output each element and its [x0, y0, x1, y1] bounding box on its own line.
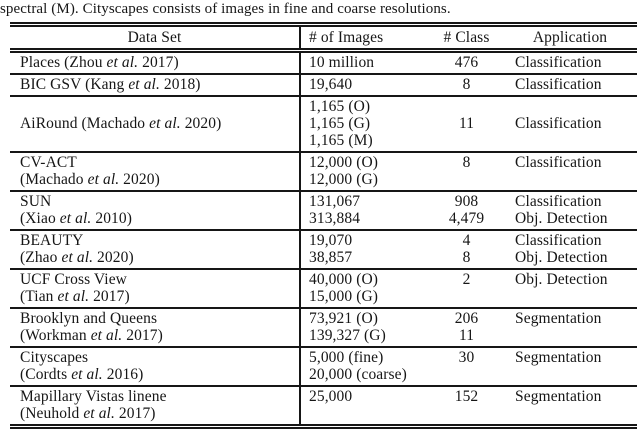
application-cell: Classification Obj. Detection	[515, 232, 608, 266]
class-count-cell: 206 11	[454, 310, 479, 344]
application-cell: Classification Obj. Detection	[515, 193, 608, 227]
table-row-places	[10, 51, 637, 75]
dataset-cell: CV-ACT (Machado et al. 2020)	[10, 152, 300, 191]
application-cell: Classification	[515, 154, 602, 171]
class-count-cell: 11	[458, 115, 475, 132]
dataset-cell: Cityscapes (Cordts et al. 2016)	[10, 347, 300, 386]
dataset-cell: Mapillary Vistas linene (Neuhold et al. 2017)	[10, 386, 300, 427]
application-cell: Segmentation	[515, 349, 602, 366]
images-cell: 5,000 (fine) 20,000 (coarse)	[309, 349, 407, 383]
class-count-cell: 30	[458, 349, 475, 366]
class-count-cell: 2	[462, 271, 471, 288]
images-cell: 40,000 (O) 15,000 (G)	[309, 271, 379, 305]
table-row-bic-gsv	[10, 74, 637, 96]
table-row-ucf-cross-view	[10, 269, 637, 308]
images-cell: 12,000 (O) 12,000 (G)	[309, 154, 379, 188]
application-cell: Segmentation	[515, 310, 602, 327]
dataset-cell: Places (Zhou et al. 2017)	[10, 51, 300, 75]
images-cell: 25,000	[309, 388, 353, 405]
col-header-num-images: # of Images	[300, 25, 430, 51]
col-header-num-class: # Class	[430, 25, 503, 51]
col-header-data-set: Data Set	[10, 25, 300, 51]
table-row-airound	[10, 96, 637, 152]
application-cell: Classification	[515, 115, 602, 132]
table-row-cityscapes	[10, 347, 637, 386]
header-row	[10, 25, 637, 51]
images-cell: 10 million	[309, 54, 375, 71]
table-row-mapillary-vistas	[10, 386, 637, 427]
table-caption: spectral (M). Cityscapes consists of images in fine and coarse resolutions.	[0, 1, 451, 17]
table-row-beauty	[10, 230, 637, 269]
dataset-cell: BIC GSV (Kang et al. 2018)	[10, 74, 300, 96]
datasets-table	[10, 22, 637, 429]
class-count-cell: 908 4,479	[448, 193, 485, 227]
images-cell: 19,070 38,857	[309, 232, 353, 266]
application-cell: Segmentation	[515, 388, 602, 405]
application-cell: Obj. Detection	[515, 271, 608, 288]
table-body	[10, 51, 637, 427]
dataset-cell: SUN (Xiao et al. 2010)	[10, 191, 300, 230]
table-row-cv-act	[10, 152, 637, 191]
class-count-cell: 476	[454, 54, 479, 71]
images-cell: 19,640	[309, 76, 353, 93]
dataset-cell: Brooklyn and Queens (Workman et al. 2017)	[10, 308, 300, 347]
application-cell: Classification	[515, 54, 602, 71]
images-cell: 1,165 (O) 1,165 (G) 1,165 (M)	[309, 98, 373, 149]
table-row-brooklyn-queens	[10, 308, 637, 347]
images-cell: 131,067 313,884	[309, 193, 361, 227]
dataset-cell: BEAUTY (Zhao et al. 2020)	[10, 230, 300, 269]
class-count-cell: 152	[454, 388, 479, 405]
application-cell: Classification	[515, 76, 602, 93]
dataset-cell: AiRound (Machado et al. 2020)	[10, 96, 300, 152]
table-row-sun	[10, 191, 637, 230]
col-header-application: Application	[503, 25, 637, 51]
table-header	[10, 25, 637, 51]
class-count-cell: 4 8	[462, 232, 471, 266]
images-cell: 73,921 (O) 139,327 (G)	[309, 310, 386, 344]
dataset-cell: UCF Cross View (Tian et al. 2017)	[10, 269, 300, 308]
class-count-cell: 8	[462, 76, 471, 93]
class-count-cell: 8	[462, 154, 471, 171]
